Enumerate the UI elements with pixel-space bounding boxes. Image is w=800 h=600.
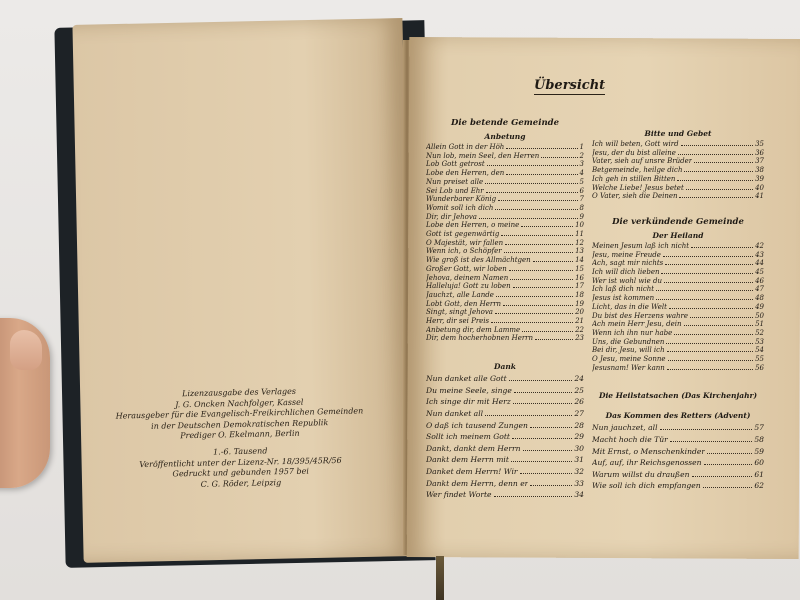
toc-entry-title: Auf, auf, ihr Reichsgenossen bbox=[592, 458, 702, 468]
toc-entry-number: 39 bbox=[755, 174, 764, 183]
toc-entry-number: 27 bbox=[574, 408, 584, 418]
toc-entry-title: Macht hoch die Tür bbox=[592, 435, 668, 445]
toc-entry-number: 31 bbox=[574, 455, 584, 465]
toc-leader-dots bbox=[666, 343, 753, 344]
toc-entry-title: Ach, sagt mir nichts bbox=[592, 259, 664, 268]
toc-entry bbox=[426, 396, 584, 408]
page-title: Übersicht bbox=[534, 78, 606, 93]
toc-entry-number: 3 bbox=[579, 160, 584, 169]
toc-leader-dots bbox=[495, 209, 577, 210]
toc-entry-number: 38 bbox=[755, 166, 764, 175]
toc-entry bbox=[426, 152, 584, 161]
toc-entry bbox=[592, 149, 764, 158]
toc-entry bbox=[426, 143, 584, 152]
table-of-contents bbox=[424, 78, 766, 518]
toc-leader-dots bbox=[541, 157, 577, 158]
toc-entry bbox=[426, 317, 584, 326]
toc-entry bbox=[592, 184, 764, 193]
toc-entry-number: 7 bbox=[579, 195, 584, 204]
subsection-title: Dank bbox=[493, 362, 516, 372]
toc-entry bbox=[426, 160, 584, 169]
imprint-line: Herausgeber für die Evangelisch-Freikirchlichen Gemeinden bbox=[115, 406, 364, 421]
toc-entry-title: Vater, sieh auf unsre Brüder bbox=[592, 157, 693, 166]
toc-entry-title: Danket dem Herrn! Wir bbox=[426, 466, 518, 476]
toc-leader-dots bbox=[692, 476, 753, 477]
toc-entry-title: Dankt dem Herrn mit bbox=[426, 455, 509, 465]
toc-list-advent bbox=[592, 422, 764, 492]
toc-leader-dots bbox=[495, 313, 573, 314]
toc-entry-number: 58 bbox=[754, 435, 764, 445]
imprint-line: Lizenzausgabe des Verlages bbox=[181, 386, 297, 399]
toc-leader-dots bbox=[684, 325, 754, 326]
subsection-title: Bitte und Gebet bbox=[644, 129, 712, 138]
toc-entry-title: Wer ist wohl wie du bbox=[592, 276, 662, 285]
toc-entry-title: Nun preiset alle bbox=[426, 177, 484, 186]
toc-entry-title: Halleluja! Gott zu loben bbox=[426, 282, 511, 291]
toc-list-heiland bbox=[592, 242, 764, 373]
toc-leader-dots bbox=[660, 429, 753, 430]
toc-entry-number: 37 bbox=[755, 157, 764, 166]
toc-entry bbox=[592, 355, 764, 364]
toc-entry-title: Du bist des Herzens wahre bbox=[592, 311, 689, 320]
toc-entry-title: Lobe den Herren, o meine bbox=[426, 221, 520, 230]
toc-leader-dots bbox=[513, 287, 573, 288]
toc-entry bbox=[592, 140, 764, 149]
toc-entry-title: O Vater, sieh die Deinen bbox=[592, 192, 678, 201]
toc-leader-dots bbox=[513, 403, 573, 404]
toc-entry bbox=[592, 364, 764, 373]
toc-entry bbox=[426, 408, 584, 420]
toc-leader-dots bbox=[487, 165, 578, 166]
toc-entry-number: 50 bbox=[755, 311, 764, 320]
toc-leader-dots bbox=[703, 487, 753, 488]
toc-leader-dots bbox=[694, 162, 753, 163]
toc-entry-number: 48 bbox=[755, 294, 764, 303]
toc-entry-title: Ich laß dich nicht bbox=[592, 285, 655, 294]
toc-entry-number: 61 bbox=[754, 469, 764, 479]
toc-entry bbox=[592, 157, 764, 166]
toc-entry-number: 11 bbox=[575, 230, 584, 239]
toc-entry bbox=[592, 469, 764, 481]
toc-entry-title: Licht, das in die Welt bbox=[592, 302, 667, 311]
toc-entry-title: Dankt dem Herrn, denn er bbox=[426, 478, 529, 488]
toc-entry-title: Wie soll ich dich empfangen bbox=[592, 481, 701, 491]
toc-entry-title: Mit Ernst, o Menschenkinder bbox=[592, 446, 705, 456]
toc-entry-number: 55 bbox=[755, 355, 764, 364]
toc-leader-dots bbox=[506, 148, 577, 149]
toc-entry bbox=[426, 169, 584, 178]
toc-entry bbox=[426, 213, 584, 222]
toc-entry-title: Jauchzt, alle Lande bbox=[426, 290, 494, 299]
imprint-block bbox=[109, 385, 371, 492]
toc-entry-number: 44 bbox=[755, 259, 764, 268]
imprint-line: 1.-6. Tausend bbox=[213, 446, 268, 457]
toc-entry-number: 34 bbox=[574, 490, 584, 500]
toc-leader-dots bbox=[496, 296, 573, 297]
toc-entry-title: Singt, singt Jehova bbox=[426, 308, 493, 317]
toc-leader-dots bbox=[686, 189, 753, 190]
toc-leader-dots bbox=[656, 299, 753, 300]
toc-entry bbox=[426, 187, 584, 196]
toc-leader-dots bbox=[520, 473, 573, 474]
toc-entry-title: Warum willst du draußen bbox=[592, 469, 690, 479]
toc-entry-number: 42 bbox=[755, 241, 764, 250]
toc-entry-title: Ach mein Herr Jesu, dein bbox=[592, 320, 682, 329]
toc-entry-title: Lob Gott getrost bbox=[426, 160, 485, 169]
toc-entry bbox=[592, 422, 764, 434]
toc-entry bbox=[426, 489, 584, 501]
toc-entry-title: O Majestät, wir fallen bbox=[426, 238, 504, 247]
toc-list-bitte bbox=[592, 140, 764, 201]
toc-entry-title: Dir, dem hocherhobnen Herrn bbox=[426, 334, 534, 343]
toc-entry-title: Ich geh in stillen Bitten bbox=[592, 174, 676, 183]
toc-entry-number: 16 bbox=[575, 273, 584, 282]
toc-entry-title: Wie groß ist des Allmächtgen bbox=[426, 256, 531, 265]
toc-entry-title: Dankt, dankt dem Herrn bbox=[426, 443, 521, 453]
toc-entry bbox=[426, 466, 584, 478]
subsection-title: Der Heiland bbox=[652, 230, 704, 240]
toc-entry-number: 43 bbox=[755, 250, 764, 259]
toc-entry-number: 62 bbox=[754, 481, 764, 491]
toc-leader-dots bbox=[503, 305, 573, 306]
toc-entry-title: Ich will beten, Gott wird bbox=[592, 140, 679, 148]
toc-leader-dots bbox=[691, 247, 753, 248]
toc-entry-title: Lobt Gott, den Herrn bbox=[426, 299, 502, 308]
toc-list-dank bbox=[426, 373, 584, 501]
subsection-title: Das Kommen des Retters (Advent) bbox=[605, 411, 751, 421]
toc-entry-title: Jehova, deinem Namen bbox=[426, 273, 509, 282]
toc-entry bbox=[592, 312, 764, 321]
imprint-line: J. G. Oncken Nachfolger, Kassel bbox=[175, 397, 304, 409]
toc-entry bbox=[426, 282, 584, 291]
toc-entry-title: Du meine Seele, singe bbox=[426, 385, 512, 395]
toc-entry-number: 8 bbox=[579, 203, 584, 212]
toc-entry-title: Betgemeinde, heilge dich bbox=[592, 166, 683, 175]
toc-entry-title: Wunderbarer König bbox=[426, 195, 497, 204]
toc-entry-number: 28 bbox=[574, 420, 584, 430]
toc-entry bbox=[426, 431, 584, 443]
toc-entry bbox=[426, 195, 584, 204]
toc-leader-dots bbox=[678, 154, 753, 155]
toc-entry-title: Jesu, der du bist alleine bbox=[592, 148, 676, 157]
toc-entry-number: 10 bbox=[575, 221, 584, 230]
toc-entry bbox=[592, 446, 764, 458]
toc-entry bbox=[426, 373, 584, 385]
toc-entry-title: Womit soll ich dich bbox=[426, 203, 494, 212]
toc-column-left bbox=[426, 118, 584, 501]
toc-entry bbox=[426, 420, 584, 432]
toc-entry bbox=[426, 385, 584, 397]
toc-entry-number: 14 bbox=[575, 256, 584, 265]
toc-entry bbox=[426, 204, 584, 213]
toc-leader-dots bbox=[667, 369, 753, 370]
toc-entry-title: Bei dir, Jesu, will ich bbox=[592, 346, 665, 355]
toc-leader-dots bbox=[501, 235, 573, 236]
toc-entry bbox=[592, 480, 764, 492]
toc-entry-number: 59 bbox=[754, 446, 764, 456]
thumb bbox=[10, 330, 42, 370]
toc-entry bbox=[426, 334, 584, 343]
toc-entry-number: 60 bbox=[754, 458, 764, 468]
toc-entry-number: 57 bbox=[754, 423, 764, 433]
toc-entry bbox=[426, 256, 584, 265]
toc-entry bbox=[592, 259, 764, 268]
toc-entry-title: Sei Lob und Ehr bbox=[426, 186, 484, 195]
toc-entry-title: Sollt ich meinem Gott bbox=[426, 432, 510, 442]
toc-entry-number: 17 bbox=[575, 282, 584, 291]
toc-entry-number: 5 bbox=[579, 177, 584, 186]
toc-entry-title: Nun lob, mein Seel, den Herren bbox=[426, 151, 540, 160]
toc-leader-dots bbox=[505, 244, 573, 245]
toc-entry bbox=[592, 242, 764, 251]
toc-entry-title: Jesusnam! Wer kann bbox=[592, 363, 665, 372]
toc-entry-number: 29 bbox=[574, 432, 584, 442]
toc-leader-dots bbox=[664, 282, 753, 283]
toc-entry-title: Gott ist gegenwärtig bbox=[426, 230, 500, 239]
toc-entry-title: O daß ich tausend Zungen bbox=[426, 420, 528, 430]
toc-entry bbox=[592, 277, 764, 286]
toc-entry bbox=[426, 239, 584, 248]
toc-entry bbox=[426, 230, 584, 239]
toc-entry-title: Jesus ist kommen bbox=[592, 294, 655, 303]
toc-entry-number: 13 bbox=[575, 247, 584, 256]
toc-leader-dots bbox=[684, 171, 753, 172]
toc-entry-number: 41 bbox=[755, 192, 764, 201]
toc-entry-title: Wer findet Worte bbox=[426, 490, 492, 500]
toc-entry-title: Nun danket all bbox=[426, 408, 484, 418]
toc-entry-title: Lobe den Herren, den bbox=[426, 169, 505, 178]
toc-entry bbox=[592, 294, 764, 303]
toc-leader-dots bbox=[690, 317, 753, 318]
toc-leader-dots bbox=[509, 380, 573, 381]
section-title: Die betende Gemeinde bbox=[451, 118, 559, 128]
toc-entry bbox=[592, 338, 764, 347]
toc-entry-title: Allein Gott in der Höh bbox=[426, 143, 505, 151]
toc-entry bbox=[426, 178, 584, 187]
toc-entry-number: 23 bbox=[575, 334, 584, 343]
toc-leader-dots bbox=[498, 200, 577, 201]
toc-entry-title: Wenn ich, o Schöpfer bbox=[426, 247, 502, 256]
toc-leader-dots bbox=[522, 331, 573, 332]
toc-entry-number: 1 bbox=[579, 143, 584, 151]
toc-leader-dots bbox=[661, 273, 753, 274]
toc-entry-number: 9 bbox=[579, 212, 584, 221]
toc-leader-dots bbox=[510, 279, 573, 280]
toc-entry bbox=[592, 329, 764, 338]
toc-leader-dots bbox=[506, 174, 577, 175]
toc-entry-number: 46 bbox=[755, 276, 764, 285]
toc-leader-dots bbox=[533, 261, 573, 262]
toc-entry-number: 33 bbox=[574, 478, 584, 488]
toc-entry bbox=[592, 175, 764, 184]
toc-entry-title: Uns, die Gebundnen bbox=[592, 337, 665, 346]
toc-leader-dots bbox=[670, 441, 753, 442]
toc-leader-dots bbox=[677, 180, 753, 181]
toc-entry-number: 53 bbox=[755, 337, 764, 346]
imprint-line: Gedruckt und gebunden 1957 bei bbox=[172, 466, 310, 479]
bookmark-ribbon bbox=[436, 556, 444, 600]
section-title: Die verkündende Gemeinde bbox=[612, 216, 744, 227]
toc-entry-number: 56 bbox=[755, 363, 764, 372]
toc-entry-number: 21 bbox=[575, 317, 584, 326]
toc-leader-dots bbox=[663, 256, 753, 257]
toc-entry bbox=[592, 457, 764, 469]
toc-leader-dots bbox=[511, 461, 572, 462]
toc-entry bbox=[426, 308, 584, 317]
toc-entry-number: 19 bbox=[575, 299, 584, 308]
toc-leader-dots bbox=[504, 252, 574, 253]
toc-entry-title: O Jesu, meine Sonne bbox=[592, 355, 666, 364]
toc-leader-dots bbox=[669, 308, 753, 309]
toc-entry-number: 26 bbox=[574, 397, 584, 407]
toc-entry-number: 52 bbox=[755, 328, 764, 337]
toc-entry-number: 40 bbox=[755, 183, 764, 192]
toc-entry bbox=[426, 274, 584, 283]
toc-leader-dots bbox=[665, 264, 753, 265]
toc-entry-title: Welche Liebe! Jesus betet bbox=[592, 183, 684, 192]
toc-entry bbox=[426, 326, 584, 335]
toc-leader-dots bbox=[485, 415, 572, 416]
toc-entry-number: 22 bbox=[575, 325, 584, 334]
toc-entry-number: 49 bbox=[755, 302, 764, 311]
toc-entry bbox=[592, 303, 764, 312]
toc-entry bbox=[426, 478, 584, 490]
imprint-line: C. G. Röder, Leipzig bbox=[200, 477, 282, 489]
toc-entry-number: 51 bbox=[755, 320, 764, 329]
imprint-line: Prediger O. Ekelmann, Berlin bbox=[180, 429, 300, 441]
toc-entry bbox=[592, 346, 764, 355]
toc-leader-dots bbox=[514, 392, 573, 393]
toc-leader-dots bbox=[494, 496, 573, 497]
toc-leader-dots bbox=[667, 351, 753, 352]
toc-leader-dots bbox=[491, 322, 573, 323]
imprint-line: Veröffentlicht unter der Lizenz-Nr. 18/395/45R/56 bbox=[139, 455, 342, 469]
toc-entry bbox=[426, 247, 584, 256]
toc-entry bbox=[426, 221, 584, 230]
toc-leader-dots bbox=[479, 218, 578, 219]
toc-entry bbox=[592, 268, 764, 277]
toc-entry-number: 20 bbox=[575, 308, 584, 317]
toc-entry-number: 32 bbox=[574, 466, 584, 476]
toc-entry-number: 47 bbox=[755, 285, 764, 294]
toc-entry bbox=[592, 166, 764, 175]
toc-entry-number: 18 bbox=[575, 290, 584, 299]
toc-leader-dots bbox=[679, 197, 753, 198]
toc-entry-title: Ich will dich lieben bbox=[592, 268, 660, 277]
toc-entry bbox=[426, 265, 584, 274]
toc-entry-number: 36 bbox=[755, 148, 764, 157]
toc-leader-dots bbox=[535, 339, 573, 340]
toc-entry-number: 12 bbox=[575, 238, 584, 247]
toc-leader-dots bbox=[521, 226, 573, 227]
toc-entry-number: 54 bbox=[755, 346, 764, 355]
subsection-title: Die Heilstatsachen (Das Kirchenjahr) bbox=[598, 391, 758, 401]
toc-list-anbetung bbox=[426, 143, 584, 343]
toc-entry-number: 2 bbox=[579, 151, 584, 160]
toc-leader-dots bbox=[512, 438, 572, 439]
toc-entry-title: Anbetung dir, dem Lamme bbox=[426, 325, 521, 334]
toc-entry-title: Nun jauchzet, all bbox=[592, 423, 658, 433]
toc-leader-dots bbox=[530, 485, 572, 486]
toc-entry bbox=[426, 443, 584, 455]
toc-leader-dots bbox=[674, 334, 753, 335]
toc-entry-title: Dir, dir Jehova bbox=[426, 212, 477, 221]
toc-leader-dots bbox=[530, 427, 572, 428]
toc-entry-number: 30 bbox=[574, 443, 584, 453]
toc-entry-number: 45 bbox=[755, 268, 764, 277]
toc-leader-dots bbox=[656, 290, 753, 291]
toc-leader-dots bbox=[704, 464, 753, 465]
toc-entry-number: 6 bbox=[579, 186, 584, 195]
toc-column-right bbox=[592, 126, 764, 492]
toc-leader-dots bbox=[668, 360, 754, 361]
toc-entry-number: 25 bbox=[574, 385, 584, 395]
toc-entry bbox=[426, 291, 584, 300]
toc-leader-dots bbox=[509, 270, 573, 271]
subsection-title: Anbetung bbox=[484, 132, 526, 141]
toc-entry-number: 35 bbox=[755, 140, 764, 148]
toc-leader-dots bbox=[523, 450, 573, 451]
toc-entry-number: 24 bbox=[574, 374, 584, 384]
toc-leader-dots bbox=[485, 183, 577, 184]
imprint-line: in der Deutschen Demokratischen Republik bbox=[151, 417, 329, 431]
toc-entry bbox=[592, 320, 764, 329]
toc-entry-title: Jesu, meine Freude bbox=[592, 250, 661, 259]
toc-entry bbox=[426, 300, 584, 309]
toc-entry-number: 15 bbox=[575, 264, 584, 273]
toc-entry-number: 4 bbox=[579, 169, 584, 178]
toc-entry bbox=[592, 251, 764, 260]
toc-leader-dots bbox=[707, 453, 752, 454]
toc-entry-title: Nun danket alle Gott bbox=[426, 374, 507, 384]
toc-entry bbox=[592, 434, 764, 446]
toc-entry-title: Meinen Jesum laß ich nicht bbox=[592, 241, 690, 250]
toc-leader-dots bbox=[681, 145, 753, 146]
toc-leader-dots bbox=[486, 192, 578, 193]
toc-entry-title: Wenn ich ihn nur habe bbox=[592, 328, 673, 337]
toc-entry bbox=[426, 454, 584, 466]
toc-entry-title: Ich singe dir mit Herz bbox=[426, 397, 511, 407]
toc-entry-title: Herr, dir sei Preis bbox=[426, 317, 490, 326]
toc-entry bbox=[592, 192, 764, 201]
toc-entry-title: Großer Gott, wir loben bbox=[426, 264, 507, 273]
toc-entry bbox=[592, 285, 764, 294]
